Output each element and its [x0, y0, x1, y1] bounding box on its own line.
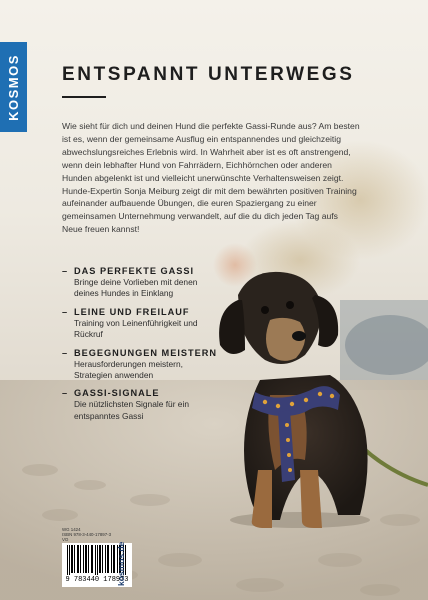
list-item [62, 347, 222, 382]
dash-icon: – [62, 388, 69, 399]
dash-icon: – [62, 347, 69, 358]
isbn: ISBN 978-3-440-17897-3 [62, 532, 112, 538]
feature-title: GASSI-SIGNALE [74, 388, 160, 399]
feature-list [62, 265, 222, 428]
barcode-number: 9 783440 178973 [65, 576, 129, 584]
legal-info [62, 527, 111, 543]
feature-description: Training von Leinenführigkeit und Rückruf [74, 317, 198, 340]
website-link[interactable]: kosmos.de [116, 541, 126, 586]
dash-icon: – [62, 266, 69, 276]
list-item [62, 306, 222, 341]
feature-title: LEINE UND FREILAUF [74, 306, 190, 317]
list-item [62, 387, 222, 422]
warengruppe: WG 1424 [62, 527, 81, 532]
feature-title: BEGEGNUNGEN MEISTERN [74, 347, 218, 358]
title-underline [62, 96, 106, 98]
vo-code: VO [62, 537, 69, 543]
dash-icon: – [62, 306, 69, 317]
feature-description: Bringe deine Vorlieben mit denen deines Hundes in Einklang [74, 277, 198, 299]
book-title: ENTSPANNT UNTERWEGS [62, 64, 355, 85]
publisher-name: KOSMOS [6, 53, 22, 121]
book-description: Wie sieht für dich und deinen Hund die perfekte Gassi-Runde aus? Am besten ist es, wenn der gemeinsame Ausflug ein entspannendes und gleichzeitig abwechslungsreiches Erlebnis wird. In Wahrheit aber ist es oft anstrengend, wenn dein lebhafter Hund von Fahrrädern, Eichhörnchen oder anderen Hunden abgelenkt ist und vielleicht unerwünschte Verhaltensweisen zeigt. Hunde-Expertin Sonja Meiburg zeigt dir mit dem bewährten positiven Training aufeinander aufbauende Übungen, die euren Spaziergang zu einer gemeinsamen Unternehmung verwandelt, auf die du dich jeden Tag aufs Neue freuen kannst! [62, 121, 360, 235]
feature-title: DAS PERFEKTE GASSI [74, 266, 195, 276]
list-item [62, 265, 222, 300]
feature-description: Herausforderungen meistern, Strategien anwenden [74, 358, 183, 381]
publisher-logo [0, 42, 27, 132]
feature-description: Die nützlichsten Signale für ein entspanntes Gassi [74, 399, 189, 421]
